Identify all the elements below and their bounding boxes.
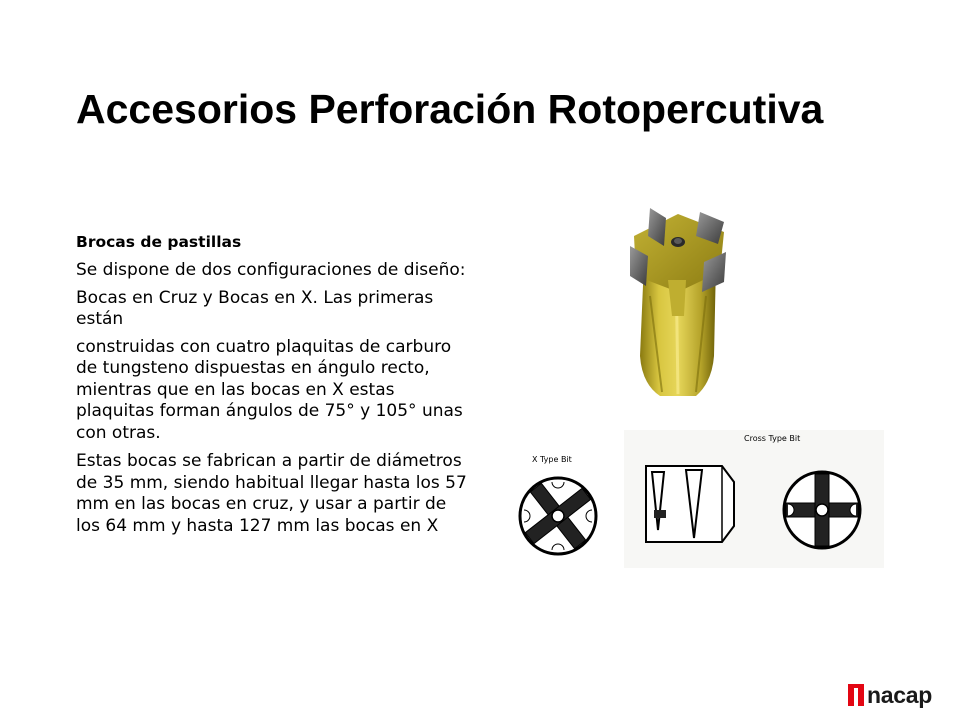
logo-mark	[848, 684, 864, 706]
paragraph-1: Se dispone de dos configuraciones de diseño:	[76, 260, 466, 280]
inacap-logo	[848, 684, 944, 708]
paragraph-2: Bocas en Cruz y Bocas en X. Las primeras están	[76, 287, 434, 329]
slide-title: Accesorios Perforación Rotopercutiva	[76, 86, 824, 132]
subheading: Brocas de pastillas	[76, 233, 242, 251]
logo-text: nacap	[867, 682, 932, 708]
paragraph-4: Estas bocas se fabrican a partir de diámetros de 35 mm, siendo habitual llegar hasta los 57 mm en las bocas en cruz, y usar a partir de los 64 mm y hasta 127 mm las bocas en X	[76, 451, 467, 536]
cross-type-label: Cross Type Bit	[744, 434, 801, 443]
bit-cross-view	[784, 472, 860, 548]
drill-bit-image	[620, 206, 730, 402]
cross-type-bit-diagram	[624, 430, 884, 568]
x-type-bit-diagram	[510, 448, 620, 573]
x-type-label: X Type Bit	[532, 455, 572, 464]
bit-side-view	[646, 466, 734, 542]
body-text	[76, 232, 471, 543]
paragraph-3: construidas con cuatro plaquitas de carburo de tungsteno dispuestas en ángulo recto, mientras que en las bocas en X estas plaquitas forman ángulos de 75° y 105° unas con otras.	[76, 336, 463, 443]
